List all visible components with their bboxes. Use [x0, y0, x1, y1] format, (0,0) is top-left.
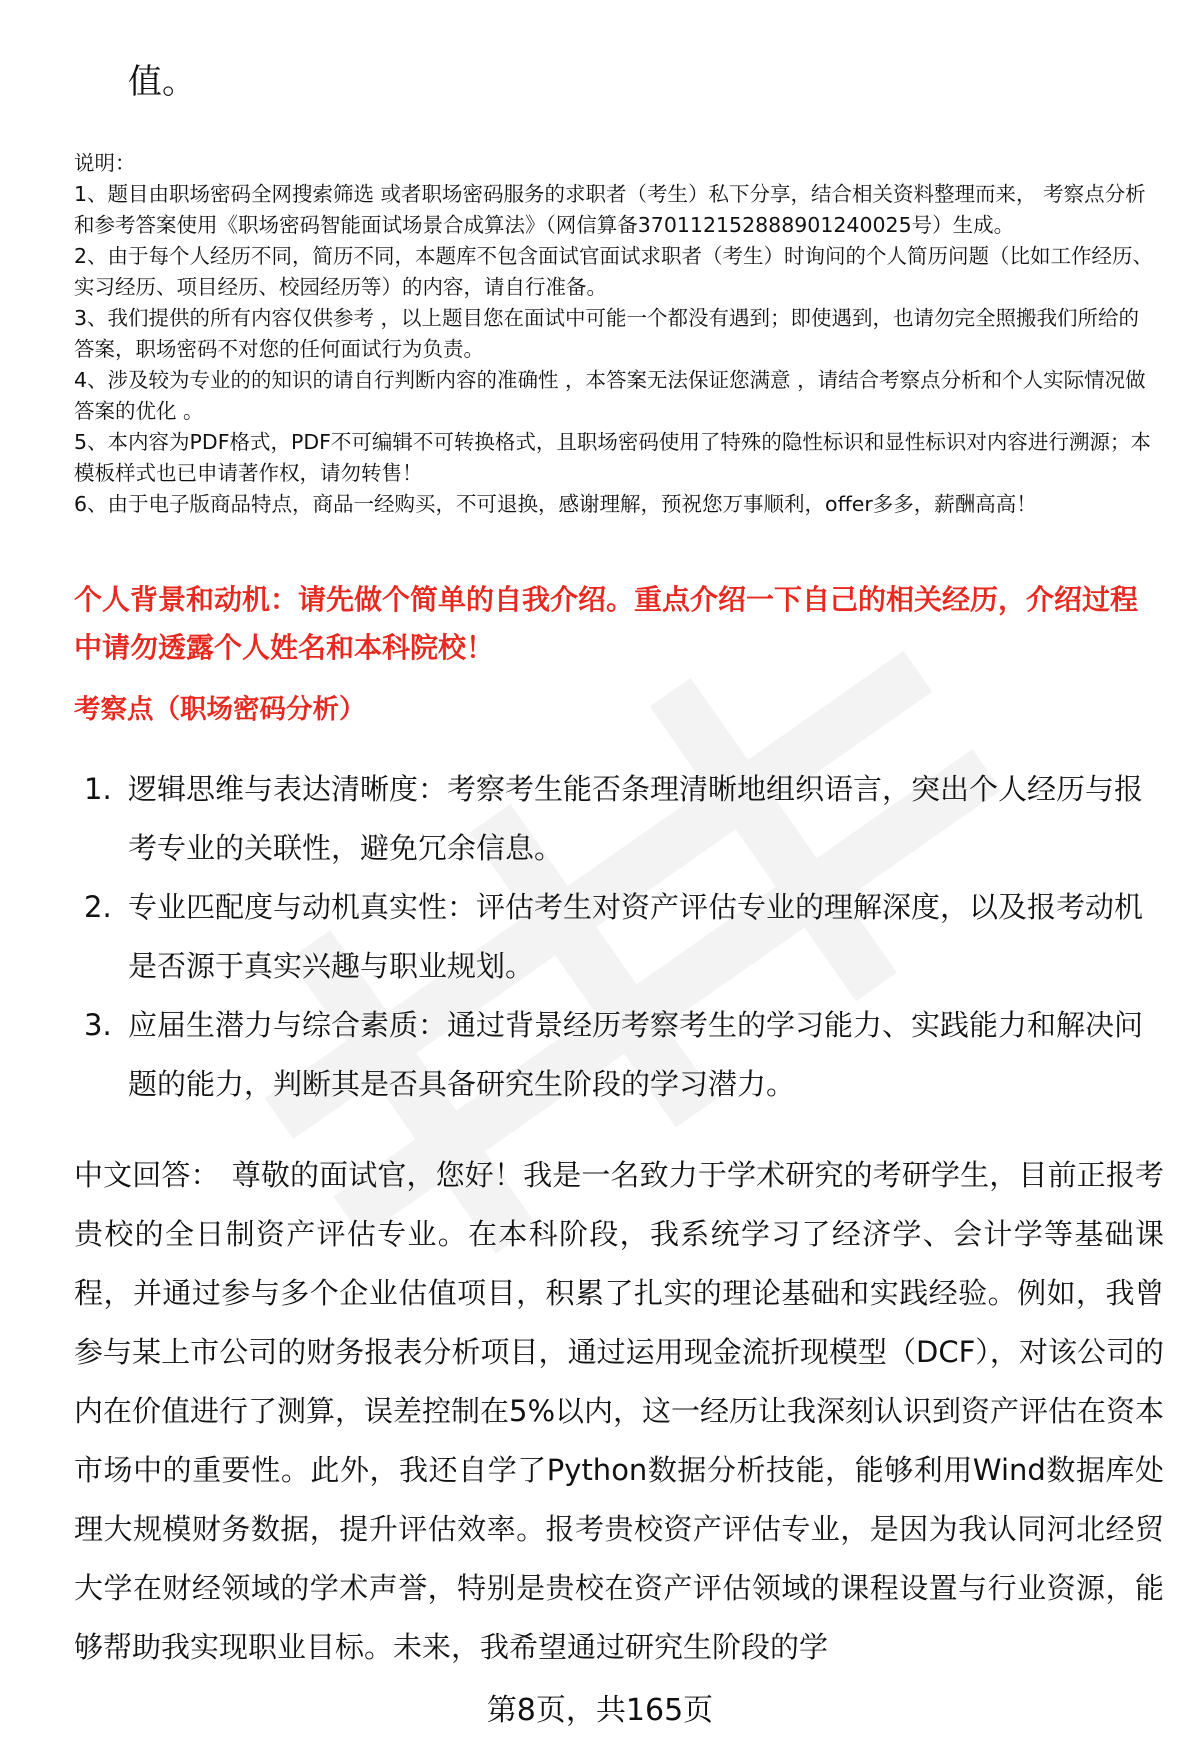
interview-question: 个人背景和动机：请先做个简单的自我介绍。重点介绍一下自己的相关经历，介绍过程中请勿透露个人姓名和本科院校！ [74, 583, 1139, 664]
key-point-text: 应届生潜力与综合素质：通过背景经历考察考生的学习能力、实践能力和解决问题的能力，判断其是否具备研究生阶段的学习潜力。 [128, 1008, 1144, 1101]
key-points-title: 考察点（职场密码分析） [74, 694, 366, 725]
key-point-item [74, 878, 1154, 996]
disclaimer-notes [74, 148, 1154, 520]
key-point-item [74, 760, 1154, 878]
note-item: 3、我们提供的所有内容仅供参考 ，以上题目您在面试中可能一个都没有遇到；即使遇到，也请勿完全照搬我们所给的答案，职场密码不对您的任何面试行为负责。 [74, 306, 1140, 361]
note-item: 1、题目由职场密码全网搜索筛选 或者职场密码服务的求职者（考生）私下分享，结合相关资料整理而来， 考察点分析和参考答案使用《职场密码智能面试场景合成算法》（网信算备370112152888901240025号）生成。 [74, 182, 1146, 237]
key-point-text: 逻辑思维与表达清晰度：考察考生能否条理清晰地组织语言，突出个人经历与报考专业的关联性，避免冗余信息。 [128, 772, 1144, 865]
note-item: 5、本内容为PDF格式，PDF不可编辑不可转换格式，且职场密码使用了特殊的隐性标识和显性标识对内容进行溯源；本模板样式也已申请著作权，请勿转售！ [74, 430, 1151, 485]
answer-paragraph [74, 1146, 1164, 1677]
key-points-list [74, 760, 1154, 1114]
note-item: 4、涉及较为专业的的知识的请自行判断内容的准确性 ，本答案无法保证您满意 ，请结合考察点分析和个人实际情况做答案的优化 。 [74, 368, 1146, 423]
key-point-number: 1. [84, 772, 112, 806]
key-point-item [74, 996, 1154, 1114]
answer-label: 中文回答： [74, 1158, 220, 1192]
note-item: 6、由于电子版商品特点，商品一经购买，不可退换，感谢理解，预祝您万事顺利，offer多多，薪酬高高！ [74, 492, 1037, 516]
key-point-number: 3. [84, 1008, 112, 1042]
key-point-number: 2. [84, 890, 112, 924]
page-number: 第8页，共165页 [486, 1693, 714, 1728]
answer-text: 尊敬的面试官，您好！我是一名致力于学术研究的考研学生，目前正报考贵校的全日制资产评估专业。在本科阶段，我系统学习了经济学、会计学等基础课程，并通过参与多个企业估值项目，积累了扎实的理论基础和实践经验。例如，我曾参与某上市公司的财务报表分析项目，通过运用现金流折现模型（DCF），对该公司的内在价值进行了测算，误差控制在5%以内，这一经历让我深刻认识到资产评估在资本市场中的重要性。此外，我还自学了Python数据分析技能，能够利用Wind数据库处理大规模财务数据，提升评估效率。报考贵校资产评估专业，是因为我认同河北经贸大学在财经领域的学术声誉，特别是贵校在资产评估领域的课程设置与行业资源，能够帮助我实现职业目标。未来，我希望通过研究生阶段的学 [74, 1158, 1165, 1664]
notes-heading: 说明： [74, 151, 136, 175]
key-point-text: 专业匹配度与动机真实性：评估考生对资产评估专业的理解深度，以及报考动机是否源于真实兴趣与职业规划。 [128, 890, 1144, 983]
continued-text: 值。 [128, 62, 196, 102]
note-item: 2、由于每个人经历不同，简历不同，本题库不包含面试官面试求职者（考生）时询问的个人简历问题（比如工作经历、实习经历、项目经历、校园经历等）的内容，请自行准备。 [74, 244, 1154, 299]
